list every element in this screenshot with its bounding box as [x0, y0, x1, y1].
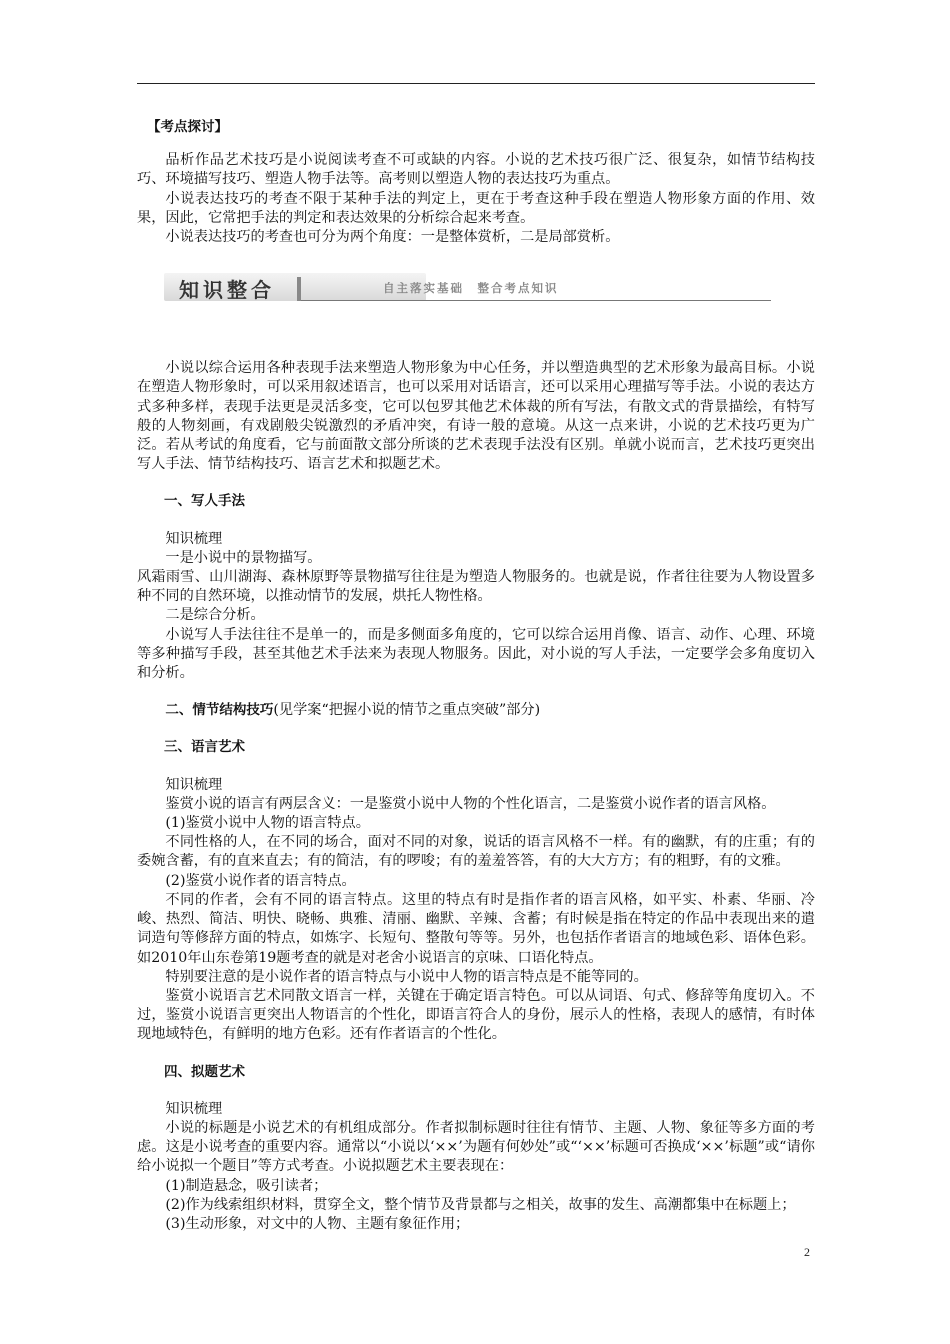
section-title-2-text: 二、情节结构技巧 — [165, 702, 274, 719]
banner-title: 知识整合 — [179, 278, 275, 303]
sec4-label: 知识梳理 — [165, 1100, 223, 1117]
overview-paragraph: 小说以综合运用各种表现手法来塑造人物形象为中心任务，并以塑造典型的艺术形象为最高目标。小说在塑造人物形象时，可以采用叙述语言，也可以采用对话语言，还可以采用心理描写等手法。小说的表达方式多种多样，表现手法更是灵活多变，它可以包罗其他艺术体裁的所有写法，有散文式的背景描绘，有特写般的人物刻画，有戏剧般尖锐激烈的矛盾冲突，有诗一般的意境。从这一点来讲，小说的艺术技巧更为广泛。若从考试的角度看，它与前面散文部分所谈的艺术表现手法没有区别。单就小说而言，艺术技巧更突出写人手法、情节结构技巧、语言艺术和拟题艺术。 — [137, 360, 815, 473]
sec3-paragraph: 不同的作者，会有不同的语言特点。这里的特点有时是指作者的语言风格，如平实、朴素、华丽、冷峻、热烈、简洁、明快、晓畅、典雅、清丽、幽默、辛辣、含蓄；有时候是指在特定的作品中表现出来的遣词造句等修辞方面的特点，如炼字、长短句、整散句等等。另外，也包括作者语言的地域色彩、语体色彩。如2010年山东卷第19题考查的就是对老舍小说语言的京味、口语化特点。 — [137, 891, 815, 966]
sec1-paragraph: 二是综合分析。 — [165, 607, 265, 624]
banner-subtitle: 自主落实基础 整合考点知识 — [383, 281, 559, 296]
sec3-paragraph: 鉴赏小说的语言有两层含义：一是鉴赏小说中人物的个性化语言，二是鉴赏小说作者的语言风格。 — [165, 795, 776, 812]
section-title-3: 三、语言艺术 — [164, 739, 245, 756]
sec4-paragraph: (2)作为线索组织材料，贯穿全文，整个情节及背景都与之相关，故事的发生、高潮都集中在标题上； — [165, 1196, 796, 1213]
intro-paragraph-3: 小说表达技巧的考查也可分为两个角度：一是整体赏析，二是局部赏析。 — [165, 229, 620, 246]
sec3-paragraph: 鉴赏小说语言艺术同散文语言一样，关键在于确定语言特色。可以从词语、句式、修辞等角度切入。不过，鉴赏小说语言更突出人物语言的个性化，即语言符合人的身份，展示人的性格，表现人的感情，有时体现地域特色，有鲜明的地方色彩。还有作者语言的个性化。 — [137, 987, 815, 1043]
banner-underline — [301, 300, 771, 301]
section-title-4: 四、拟题艺术 — [164, 1063, 245, 1080]
sec4-paragraph: (3)生动形象，对文中的人物、主题有象征作用； — [165, 1215, 470, 1232]
intro-paragraph-2: 小说表达技巧的考查不限于某种手法的判定上，更在于考查这种手段在塑造人物形象方面的作用、效果，因此，它常把手法的判定和表达效果的分析综合起来考查。 — [137, 190, 815, 226]
section-title-2 — [137, 701, 815, 720]
sec4-paragraph: 小说的标题是小说艺术的有机组成部分。作者拟制标题时往往有情节、主题、人物、象征等多方面的考虑。这是小说考查的重要内容。通常以“小说以‘××’为题有何妙处”或“‘××’标题可否换成‘××’标题”或“请你给小说拟一个题目”等方式考查。小说拟题艺术主要表现在： — [137, 1119, 815, 1175]
section-banner — [137, 269, 815, 315]
sec4-paragraph: (1)制造悬念，吸引读者； — [165, 1177, 328, 1194]
sec3-paragraph: (2)鉴赏小说作者的语言特点。 — [165, 872, 356, 889]
section-2-note: (见学案“把握小说的情节之重点突破”部分) — [273, 702, 541, 719]
sec1-paragraph: 小说写人手法往往不是单一的，而是多侧面多角度的，它可以综合运用肖像、语言、动作、心理、环境等多种描写手段，甚至其他艺术手法来为表现人物服务。因此，对小说的写人手法，一定要学会多角度切入和分析。 — [137, 626, 815, 682]
sec1-paragraph: 一是小说中的景物描写。 — [165, 549, 322, 566]
sec3-label: 知识梳理 — [165, 776, 223, 793]
sec1-label: 知识梳理 — [165, 530, 223, 547]
page-number: 2 — [804, 1245, 810, 1259]
banner-divider — [297, 277, 301, 301]
sec1-paragraph: 风霜雨雪、山川湖海、森林原野等景物描写往往是为塑造人物服务的。也就是说，作者往往要为人物设置多种不同的自然环境，以推动情节的发展，烘托人物性格。 — [137, 569, 815, 605]
section-title-1: 一、写人手法 — [164, 493, 245, 510]
page-content — [137, 118, 815, 1234]
sec3-paragraph: (1)鉴赏小说中人物的语言特点。 — [165, 815, 370, 832]
intro-paragraph-1: 品析作品艺术技巧是小说阅读考查不可或缺的内容。小说的艺术技巧很广泛、很复杂，如情节结构技巧、环境描写技巧、塑造人物手法等。高考则以塑造人物的表达技巧为重点。 — [137, 152, 815, 188]
sec3-paragraph: 特别要注意的是小说作者的语言特点与小说中人物的语言特点是不能等同的。 — [165, 968, 648, 985]
sec3-paragraph: 不同性格的人，在不同的场合，面对不同的对象，说话的语言风格不一样。有的幽默，有的庄重；有的委婉含蓄，有的直来直去；有的简洁，有的啰唆；有的羞羞答答，有的大大方方；有的粗野，有的文雅。 — [137, 834, 815, 870]
exam-point-heading: 【考点探讨】 — [147, 119, 228, 135]
header-rule — [137, 83, 815, 84]
